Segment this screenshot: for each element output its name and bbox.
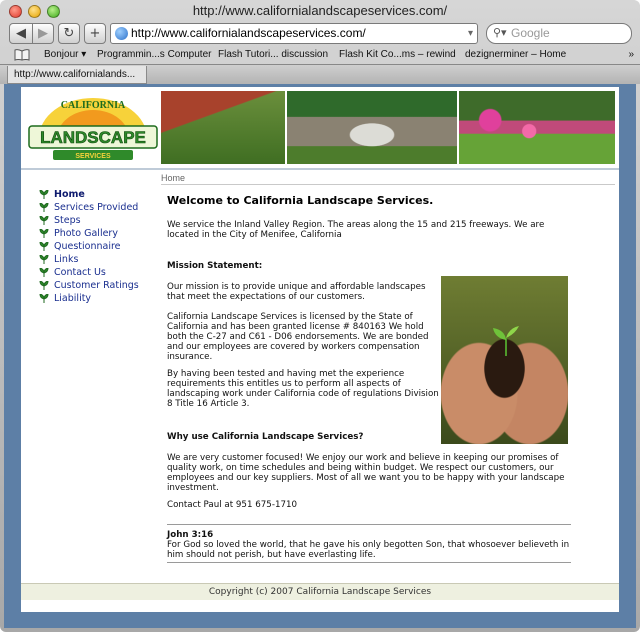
leaf-icon [39, 281, 49, 290]
verse-reference: John 3:16 [167, 530, 214, 540]
sidebar-item-label: Photo Gallery [54, 228, 118, 239]
leaf-icon [39, 268, 49, 277]
site-footer: Copyright (c) 2007 California Landscape Services [21, 583, 619, 600]
sidebar-item-label: Contact Us [54, 267, 106, 278]
sidebar-item-label: Services Provided [54, 202, 139, 213]
bookmark-item[interactable]: dezignerminer – Home [465, 49, 567, 60]
text-line: and our employees are covered by workers compensation [167, 342, 420, 352]
add-bookmark-button[interactable] [84, 23, 106, 44]
window-title: http://www.californialandscapeservices.com/ [192, 3, 448, 18]
minimize-window-button[interactable] [28, 5, 41, 18]
site-logo[interactable] [27, 92, 159, 164]
text-line: We service the Inland Valley Region. The areas along the 15 and 215 freeways. We are [167, 220, 545, 230]
text-line: insurance. [167, 352, 213, 362]
book-icon[interactable] [14, 49, 30, 61]
bookmark-item[interactable]: Flash Tutori... discussion [218, 49, 329, 60]
sidebar-item-customer-ratings[interactable] [39, 279, 157, 292]
search-icon: ⚲▾ [493, 27, 507, 39]
browser-toolbar [0, 22, 640, 46]
mission-heading: Mission Statement: [167, 261, 263, 271]
verse-divider-top [167, 524, 571, 525]
why-paragraph [167, 453, 564, 493]
leaf-icon [39, 294, 49, 303]
header-photo-flowers [459, 91, 615, 164]
text-line: Our mission is to provide unique and affordable landscapes [167, 282, 426, 292]
seedling-icon [491, 326, 521, 356]
breadcrumb-divider [161, 184, 615, 185]
text-line: By having been tested and having met the experience [167, 369, 405, 379]
leaf-icon [39, 229, 49, 238]
hands-seedling-photo [441, 276, 568, 444]
plus-icon: + [89, 26, 101, 41]
address-bar-url: http://www.californialandscapeservices.com/ [131, 26, 366, 40]
verse-divider-bottom [167, 562, 571, 563]
sidebar-item-home[interactable] [39, 188, 157, 201]
text-line: that meet the expectations of our customers. [167, 292, 365, 302]
sidebar-item-label: Steps [54, 215, 81, 226]
text-line: quality work, on time schedules and being within budget. We respect our customers, our [167, 463, 554, 473]
web-viewport [4, 84, 636, 628]
text-line: For God so loved the world, that he gave his only begotten Son, that whosoever believeth in [167, 540, 570, 550]
title-bar [0, 0, 640, 22]
leaf-icon [39, 216, 49, 225]
tested-paragraph [167, 369, 439, 409]
sidebar-item-services-provided[interactable] [39, 201, 157, 214]
sidebar-item-label: Liability [54, 293, 92, 304]
text-line: We are very customer focused! We enjoy our work and believe in keeping our promises of [167, 453, 559, 463]
reload-button[interactable] [58, 23, 80, 44]
logo-text-bottom: SERVICES [75, 153, 111, 160]
license-paragraph [167, 312, 429, 362]
text-line: California and has been granted license # 840163 We hold [167, 322, 424, 332]
tab-current[interactable]: http://www.californialands... [7, 66, 147, 84]
search-input[interactable] [486, 23, 632, 44]
leaf-icon [39, 255, 49, 264]
verse-text [167, 540, 569, 560]
sidebar-item-links[interactable] [39, 253, 157, 266]
header-divider [21, 168, 619, 170]
forward-button[interactable]: ▶ [32, 23, 54, 44]
sidebar-item-label: Home [54, 189, 85, 200]
close-window-button[interactable] [9, 5, 22, 18]
search-placeholder: Google [511, 26, 550, 40]
leaf-icon [39, 242, 49, 251]
tab-strip [0, 64, 640, 84]
sidebar-item-label: Links [54, 254, 79, 265]
sidebar-item-questionnaire[interactable] [39, 240, 157, 253]
text-line: requirements this entitles us to perform all aspects of [167, 379, 401, 389]
leaf-icon [39, 203, 49, 212]
page-title: Welcome to California Landscape Services. [167, 194, 434, 207]
sidebar-item-photo-gallery[interactable] [39, 227, 157, 240]
site-header [21, 87, 619, 168]
contact-line: Contact Paul at 951 675-1710 [167, 500, 298, 510]
sidebar-item-liability[interactable] [39, 292, 157, 305]
text-line: investment. [167, 483, 219, 493]
zoom-window-button[interactable] [47, 5, 60, 18]
text-line: landscaping work under California code of regulations Division [167, 389, 439, 399]
text-line: located in the City of Menifee, California [167, 230, 342, 240]
mission-paragraph [167, 282, 426, 302]
bookmark-item[interactable]: Programmin...s Computer [97, 49, 212, 60]
bookmarks-bar [0, 46, 640, 64]
breadcrumb[interactable]: Home [161, 173, 186, 183]
bookmark-item[interactable]: Flash Kit Co...ms – rewind [339, 49, 456, 60]
logo-text-top: CALIFORNIA [60, 100, 126, 111]
sidebar-nav [39, 188, 157, 305]
text-line: California Landscape Services is licensed by the State of [167, 312, 413, 322]
web-page [21, 87, 619, 612]
sidebar-item-label: Customer Ratings [54, 280, 139, 291]
logo-text-main: LANDSCAPE [40, 128, 146, 147]
leaf-icon [39, 190, 49, 199]
text-line: both the C-27 and C61 - D06 endorsements. We are bonded [167, 332, 429, 342]
text-line: employees and our key suppliers. Most of all we want you to be happy with your landscape [167, 473, 565, 483]
back-button[interactable]: ◀ [9, 23, 33, 44]
why-heading: Why use California Landscape Services? [167, 432, 364, 442]
text-line: 8 Title 16 Article 3. [167, 399, 250, 409]
sidebar-item-contact-us[interactable] [39, 266, 157, 279]
reload-icon: ↻ [63, 26, 75, 41]
intro-paragraph [167, 220, 544, 240]
bookmarks-overflow-icon[interactable]: » [628, 49, 634, 60]
address-bar[interactable] [110, 23, 478, 44]
text-line: him should not perish, but have everlasting life. [167, 550, 376, 560]
sidebar-item-steps[interactable] [39, 214, 157, 227]
header-photo-waterfall [287, 91, 457, 164]
globe-icon [115, 27, 128, 40]
header-photo-lawn [161, 91, 285, 164]
sidebar-item-label: Questionnaire [54, 241, 121, 252]
bookmark-item[interactable]: Bonjour ▾ [44, 49, 87, 60]
chevron-down-icon[interactable]: ▾ [467, 28, 473, 39]
